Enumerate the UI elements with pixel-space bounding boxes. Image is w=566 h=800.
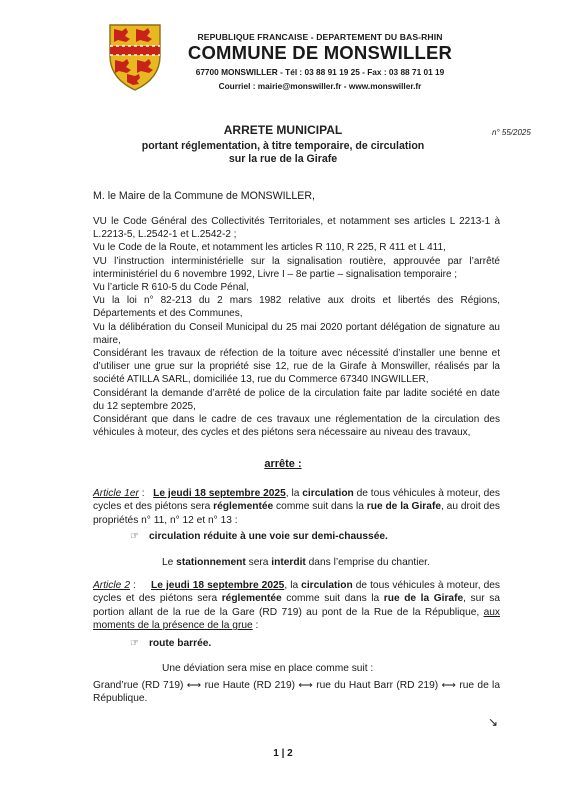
stationnement-text: sera xyxy=(245,557,272,568)
arrete-heading: arrête : xyxy=(264,458,302,470)
deviation-route: Grand’rue (RD 719) ⟷ rue Haute (RD 219) ⟷ rue du Haut Barr (RD 219) ⟷ rue de la République. xyxy=(93,680,500,705)
document-title: ARRETE MUNICIPAL xyxy=(223,123,343,137)
article-2-street: rue de la Girafe xyxy=(383,593,464,605)
article-1-bullet-text: circulation réduite à une voie sur demi-chaussée. xyxy=(148,531,388,542)
article-2-label: Article 2 xyxy=(93,580,131,591)
article-1-reglementee: réglementée xyxy=(213,501,274,513)
article-1-stationnement xyxy=(162,557,430,568)
document-subtitle-line2: sur la rue de la Girafe xyxy=(228,153,338,165)
reference-number: n° 55/2025 xyxy=(492,128,531,137)
considerant-deliberation: Vu la délibération du Conseil Municipal du 25 mai 2020 portant délégation de signature au maire, xyxy=(93,321,500,346)
considerant-reglementation: Considérant que dans le cadre de ces travaux une réglementation de la circulation des véhicules à moteur, des cycles et des piétons sera nécessaire au niveau des travaux, xyxy=(93,414,500,439)
header-commune-name: COMMUNE DE MONSWILLER xyxy=(187,42,453,63)
considerant-instruction: VU l’instruction interministérielle sur la signalisation routière, approuvée par l’arrêté interministériel du 6 novembre 1992, Livre I – 8e partie – signalisation temporaire ; xyxy=(93,255,500,280)
stationnement-text: dans l’emprise du chantier. xyxy=(305,557,430,568)
article-1-text: , au droit des propriétés n° 11, n° 12 et n° 13 : xyxy=(93,501,500,526)
article-2-bullet xyxy=(130,638,211,649)
pointing-hand-icon: ☞ xyxy=(130,638,139,649)
article-2-text: , la xyxy=(284,580,302,591)
handwritten-initial-icon: ↘ xyxy=(488,715,499,729)
coat-of-arms-icon xyxy=(106,22,164,92)
article-1-circulation: circulation xyxy=(302,488,354,499)
considerant-code-penal: Vu l’article R 610-5 du Code Pénal, xyxy=(93,282,249,294)
header-contact: Courriel : mairie@monswiller.fr - www.monswiller.fr xyxy=(218,81,422,91)
article-2-text: : xyxy=(252,620,259,632)
pointing-hand-icon: ☞ xyxy=(130,531,139,542)
interdit-word: interdit xyxy=(271,557,306,568)
article-2-date: Le jeudi 18 septembre 2025 xyxy=(151,580,285,591)
article-1-date: Le jeudi 18 septembre 2025 xyxy=(153,488,286,499)
salutation: M. le Maire de la Commune de MONSWILLER, xyxy=(93,190,315,202)
article-1-text: de tous véhicules à moteur, des cycles et des piétons sera xyxy=(93,488,501,513)
page-number: 1 | 2 xyxy=(273,748,293,759)
article-1-text: comme suit dans la xyxy=(273,501,367,513)
article-1-bullet xyxy=(130,531,388,542)
considerants-block xyxy=(93,215,500,439)
article-2-grue: aux moments de la présence de la grue xyxy=(93,606,500,632)
article-2-bullet-text: route barrée. xyxy=(148,638,212,649)
article-1-label: Article 1er xyxy=(93,488,139,499)
stationnement-text: Le xyxy=(162,557,177,568)
considerant-demande: Considérant la demande d’arrêté de police de la circulation faite par ladite société en date du 12 septembre 2025, xyxy=(93,387,500,412)
article-2-reglementee: réglementée xyxy=(221,593,282,605)
considerant-loi-1982: Vu la loi n° 82-213 du 2 mars 1982 relative aux droits et libertés des Régions, Départements et des Communes, xyxy=(93,295,500,320)
header-address: 67700 MONSWILLER - Tél : 03 88 91 19 25 - Fax : 03 88 71 01 19 xyxy=(195,67,445,77)
considerant-cgct: VU le Code Général des Collectivités Territoriales, et notamment ses articles L 2213-1 à L.2213-5, L.2542-1 et L.2542-2 ; xyxy=(93,216,500,241)
article-2-text: comme suit dans la xyxy=(281,593,384,605)
deviation-intro: Une déviation sera mise en place comme suit : xyxy=(162,663,374,674)
article-1: Article 1er : Le jeudi 18 septembre 2025, la circulation de tous véhicules à moteur, des cycles et des piétons sera réglementée comme suit dans la rue de la Girafe, au droit des propriétés n° 11, n° 12 et n° 13 : xyxy=(93,488,501,526)
article-2-text: , sur sa portion allant de la rue de la Gare (RD 719) au pont de la Rue de la République, xyxy=(93,593,500,618)
document-subtitle-line1: portant réglementation, à titre temporaire, de circulation xyxy=(141,140,425,152)
header-republic-line: REPUBLIQUE FRANCAISE - DEPARTEMENT DU BAS-RHIN xyxy=(197,32,443,42)
stationnement-word: stationnement xyxy=(176,557,246,568)
considerant-code-route: Vu le Code de la Route, et notamment les articles R 110, R 225, R 411 et L 411, xyxy=(93,242,446,254)
article-2-text: de tous véhicules à moteur, des cycles et des piétons sera xyxy=(93,580,500,605)
article-1-text: , la xyxy=(285,488,303,499)
article-1-street: rue de la Girafe xyxy=(366,501,441,513)
considerant-travaux: Considérant les travaux de réfection de la toiture avec nécessité d’installer une benne et d’utiliser une grue sur la propriété sise 12, rue de la Girafe à Monswiller, réalisés par la société ATILLA SARL, domiciliée 13, rue du Commerce 67340 INGWILLER, xyxy=(93,348,500,386)
article-2-circulation: circulation xyxy=(301,580,353,591)
article-2: Article 2 : Le jeudi 18 septembre 2025, la circulation de tous véhicules à moteur, des cycles et des piétons sera réglementée comme suit dans la rue de la Girafe, sur sa portion allant de la rue de la Gare (RD 719) au pont de la Rue de la République, aux moments de la présence de la grue : xyxy=(93,580,500,632)
